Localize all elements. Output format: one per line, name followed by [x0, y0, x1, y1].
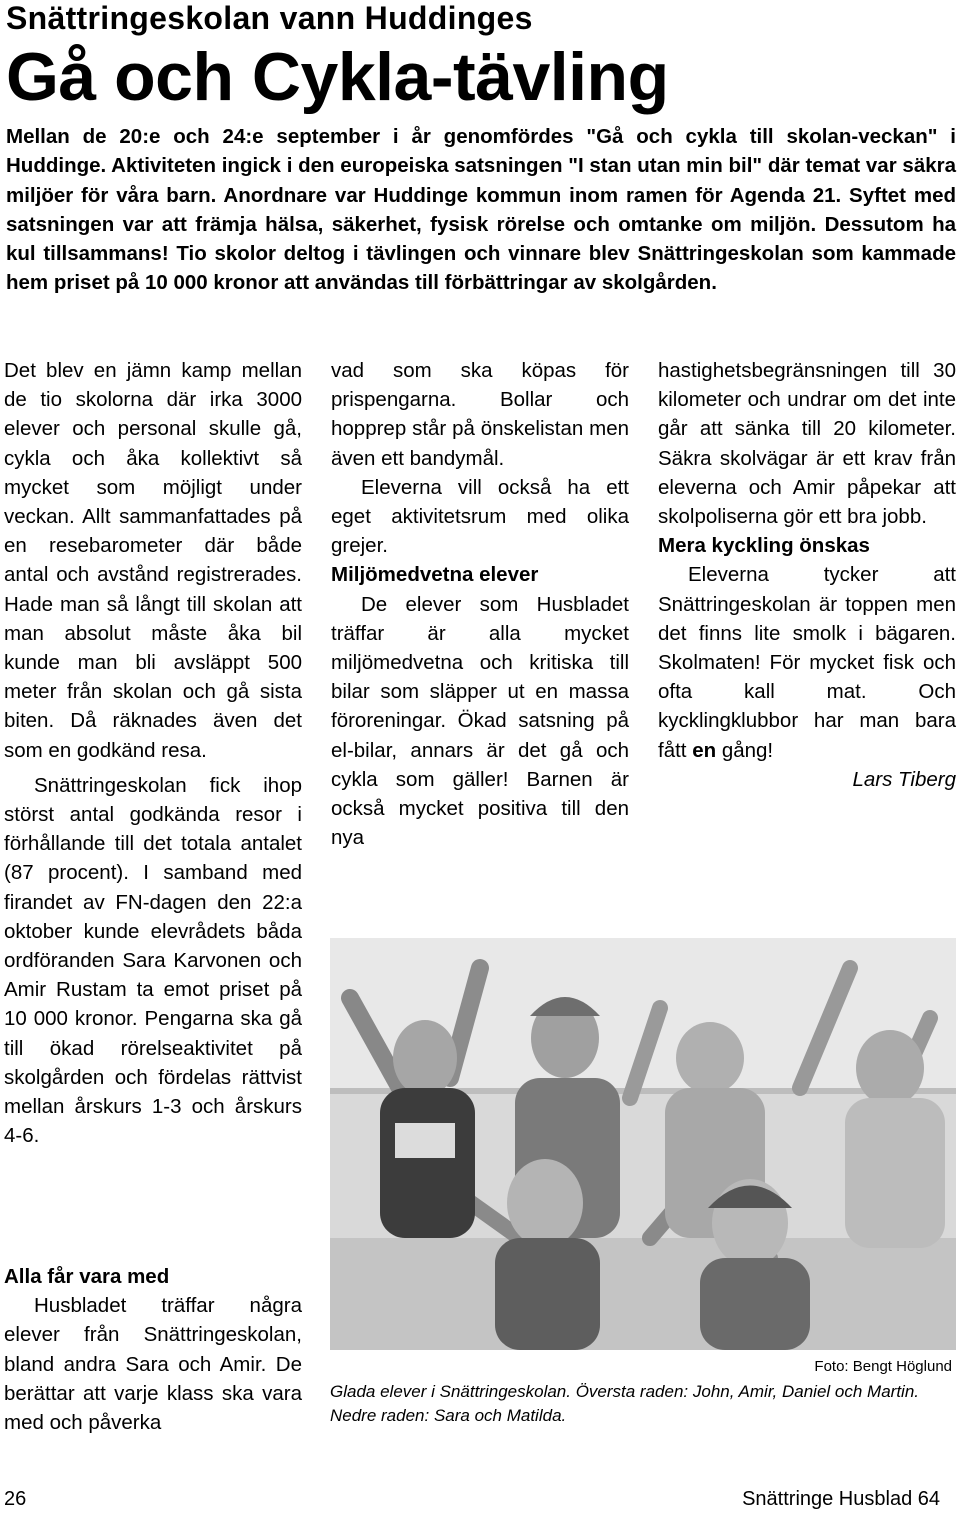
page-number: 26: [4, 1488, 27, 1510]
author-signature: Lars Tiberg: [852, 767, 956, 791]
column2-paragraph-3: De elever som Husbladet träffar är alla mycket miljömedvetna och kritiska till bilar som släpper ut en massa föroreningar. Ökad satsning på el-bilar, annars är det gå och cykla som gäller! Barnen är också mycket positiva till den nya: [331, 592, 629, 850]
subhead-miljomedvetna-elever: Miljömedvetna elever: [331, 563, 539, 587]
kicker-title: Snättringeskolan vann Huddinges: [6, 0, 533, 36]
column3-paragraph-2-text-b: gång!: [716, 738, 774, 762]
column3-paragraph-1: hastighetsbegränsningen till 30 kilometer och undrar om det inte går att sänka till 20 kilometer. Säkra skolvägar är ett krav från eleverna och Amir påpekar att skolpoliserna gör ett bra jobb.: [658, 359, 956, 529]
column3-paragraph-2-bold: en: [692, 738, 717, 762]
column2-paragraph-1: vad som ska köpas för prispengarna. Bollar och hopprep står på önskelistan men även ett bandymål.: [331, 359, 629, 470]
headline: Gå och Cykla-tävling: [6, 39, 669, 115]
column1-paragraph-3: Husbladet träffar några elever från Snättringeskolan, bland andra Sara och Amir. De berättar att varje klass ska vara med och påverka: [4, 1294, 302, 1435]
column1-paragraph-1: Det blev en jämn kamp mellan de tio skolorna där irka 3000 elever och personal skulle gå, cykla och åka kollektivt så mycket som möjligt under veckan. Allt sammanfattades på en resebarometer där både antal och avstånd registrerades. Hade man så långt till skolan att man absolut måste åka bil kunde man bli avsläppt 500 meter från skolan och gå sista biten. Då räknades även det som en godkänd resa.: [4, 359, 302, 762]
article-column-2: [331, 356, 629, 852]
photo-credit: Foto: Bengt Höglund: [814, 1358, 952, 1375]
lead-paragraph: Mellan de 20:e och 24:e september i år genomfördes "Gå och cykla till skolan-veckan" i Huddinge. Aktiviteten ingick i den europeiska satsningen "I stan utan min bil" där temat var säkra miljöer för våra barn. Anordnare var Huddinge kommun inom ramen för Agenda 21. Syftet med satsningen var att främja hälsa, säkerhet, fysisk rörelse och omtanke om miljön. Dessutom ha kul tillsammans! Tio skolor deltog i tävlingen och vinnare blev Snättringeskolan som kammade hem priset på 10 000 kronor att användas till förbättringar av skolgården.: [6, 125, 956, 295]
column2-paragraph-2: Eleverna vill också ha ett eget aktivitetsrum med olika grejer.: [331, 475, 629, 558]
photo-children: [330, 938, 956, 1350]
photo-illustration: [330, 938, 956, 1350]
column3-paragraph-2: [658, 560, 956, 764]
article-column-1-bottom: [4, 1262, 302, 1437]
publication-name: Snättringe Husblad 64: [742, 1488, 940, 1510]
article-column-3: [658, 356, 956, 794]
column3-paragraph-2-text-a: Eleverna tycker att Snättringeskolan är toppen men det finns lite smolk i bägaren. Skolmaten! För mycket fisk och ofta kall mat. Och kycklingklubbor har man bara fått: [658, 563, 956, 762]
photo-caption: Glada elever i Snättringeskolan. Översta raden: John, Amir, Daniel och Martin. Nedre raden: Sara och Matilda.: [330, 1382, 919, 1425]
subhead-mera-kyckling-onskas: Mera kyckling önskas: [658, 534, 870, 558]
article-column-1: [4, 356, 302, 1150]
subhead-alla-far-vara-med: Alla får vara med: [4, 1265, 170, 1288]
column1-paragraph-2: Snättringeskolan fick ihop störst antal godkända resor i förhållande till det totala antalet (87 procent). I samband med firandet av FN-dagen den 22:a oktober kunde elevrådets båda ordföranden Sara Karvonen och Amir Rustam ta emot priset på 10 000 kronor. Pengarna ska gå till ökad rörelseaktivitet på skolgården och fördelas rättvist mellan årskurs 1-3 och årskurs 4-6.: [4, 773, 302, 1148]
